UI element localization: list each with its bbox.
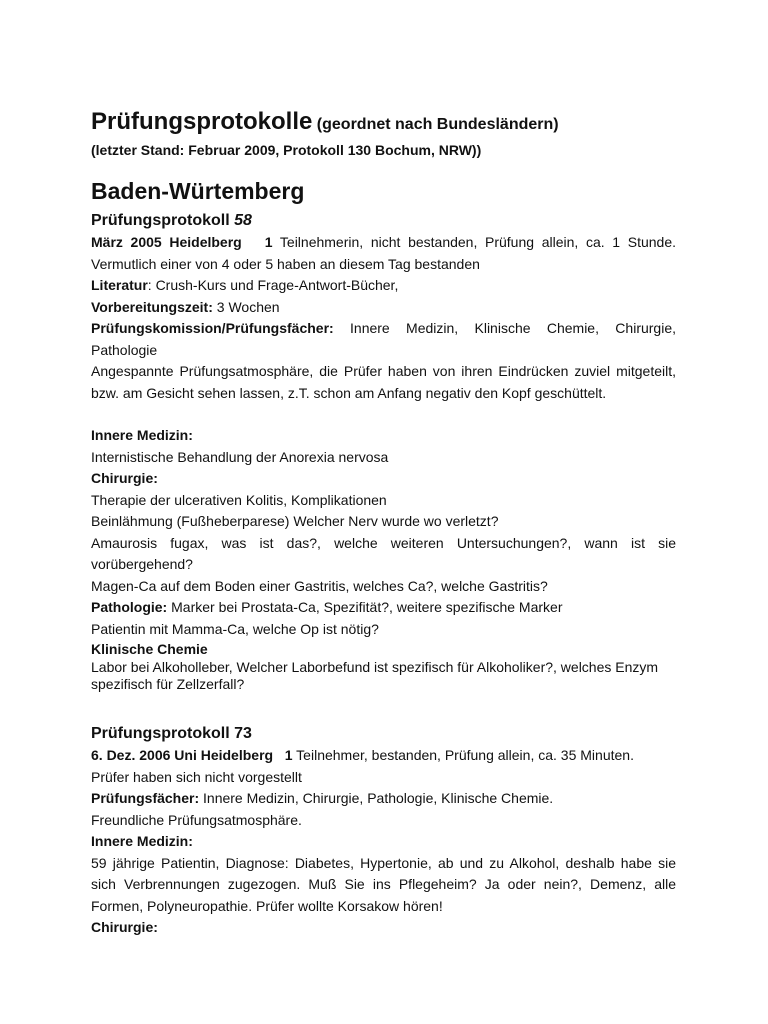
protocol-58-clinical-chemistry-1: Labor bei Alkoholleber, Welcher Laborbefund ist spezifisch für Alkoholiker?, welches Enzym spezifisch für Zellzerfall? (91, 659, 659, 692)
pathology-value: Marker bei Prostata-Ca, Spezifität?, weitere spezifische Marker (167, 599, 563, 615)
title-suffix: (geordnet nach Bundesländern) (316, 116, 559, 133)
region-heading: Baden-Würtemberg (91, 178, 305, 204)
protocol-73-date-place: 6. Dez. 2006 Uni Heidelberg (91, 747, 274, 763)
literature-value: : Crush-Kurs und Frage-Antwort-Bücher, (147, 277, 399, 293)
protocol-58-surgery-3: Amaurosis fugax, was ist das?, welche weiteren Untersuchungen?, wann ist sie vorübergehend? (91, 534, 676, 572)
protocol-58-summary (91, 232, 676, 275)
protocol-58-internal-medicine-label: Innere Medizin: (91, 427, 193, 443)
protocol-73-heading: Prüfungsprotokoll 73 (91, 725, 252, 742)
protocol-58-summary-text: Teilnehmerin, nicht bestanden, Prüfung allein, ca. 1 Stunde. Vermutlich einer von 4 oder 5 haben an diesem Tag bestanden (91, 234, 676, 272)
protocol-73-surgery-label: Chirurgie: (91, 919, 158, 935)
protocol-58-internal-medicine-1: Internistische Behandlung der Anorexia nervosa (91, 448, 389, 465)
protocol-58-preparation (91, 297, 676, 319)
spacer (91, 404, 676, 425)
subjects-value: Innere Medizin, Chirurgie, Pathologie, Klinische Chemie. (199, 790, 554, 806)
document-title (91, 104, 676, 140)
protocol-58-surgery-4: Magen-Ca auf dem Boden einer Gastritis, welches Ca?, welche Gastritis? (91, 577, 548, 594)
protocol-58-atmosphere: Angespannte Prüfungsatmosphäre, die Prüfer haben von ihren Eindrücken zuviel mitgeteilt, bzw. am Gesicht sehen lassen, z.T. schon am Anfang negativ den Kopf geschüttelt. (91, 363, 676, 401)
protocol-73-atmosphere: Freundliche Prüfungsatmosphäre. (91, 811, 302, 828)
spacer (91, 693, 676, 723)
protocol-58-pathology-2: Patientin mit Mamma-Ca, welche Op ist nötig? (91, 620, 379, 637)
document-body (91, 104, 676, 939)
preparation-value: 3 Wochen (212, 298, 280, 315)
protocol-73-internal-medicine-1: 59 jährige Patientin, Diagnose: Diabetes, Hypertonie, ab und zu Alkohol, deshalb habe sie sich Verbrennungen zugezogen. Muß Sie ins Pflegeheim? Ja oder nein?, Demenz, alle Formen, Polyneuropathie. Prüfer wollte Korsakow hören! (91, 854, 676, 914)
protocol-58-number: 58 (234, 212, 252, 229)
commission-value: Innere Medizin, Klinische Chemie, Chirurgie, Pathologie (91, 320, 676, 358)
subjects-label: Prüfungsfächer: (91, 790, 200, 806)
commission-label: Prüfungskomission/Prüfungsfächer: (91, 320, 334, 336)
protocol-58-clinical-chemistry-label: Klinische Chemie (91, 641, 208, 657)
protocol-73-subjects (91, 788, 676, 810)
protocol-58-count: 1 (264, 234, 273, 250)
protocol-73-examiners: Prüfer haben sich nicht vorgestellt (91, 768, 302, 785)
protocol-58-surgery-2: Beinlähmung (Fußheberparese) Welcher Nerv wurde wo verletzt? (91, 513, 499, 529)
protocol-73-summary-text: Teilnehmer, bestanden, Prüfung allein, ca. 35 Minuten. (292, 747, 634, 763)
protocol-58-surgery-1: Therapie der ulcerativen Kolitis, Komplikationen (91, 491, 387, 508)
preparation-label: Vorbereitungszeit: (91, 298, 213, 315)
protocol-58-surgery-label: Chirurgie: (91, 470, 158, 486)
literature-label: Literatur (91, 277, 148, 293)
protocol-58-heading-text: Prüfungsprotokoll (91, 212, 230, 229)
protocol-58-commission (91, 318, 676, 361)
protocol-73-count: 1 (284, 747, 293, 763)
document-subtitle: (letzter Stand: Februar 2009, Protokoll 130 Bochum, NRW)) (91, 142, 482, 158)
title-text: Prüfungsprotokolle (91, 108, 313, 135)
protocol-58-literature (91, 275, 676, 297)
protocol-58-date-place: März 2005 Heidelberg (91, 234, 242, 250)
protocol-58-pathology (91, 597, 676, 619)
protocol-58-heading (91, 210, 676, 232)
pathology-label: Pathologie: (91, 599, 168, 615)
protocol-73-internal-medicine-label: Innere Medizin: (91, 833, 193, 849)
protocol-73-summary (91, 745, 676, 767)
